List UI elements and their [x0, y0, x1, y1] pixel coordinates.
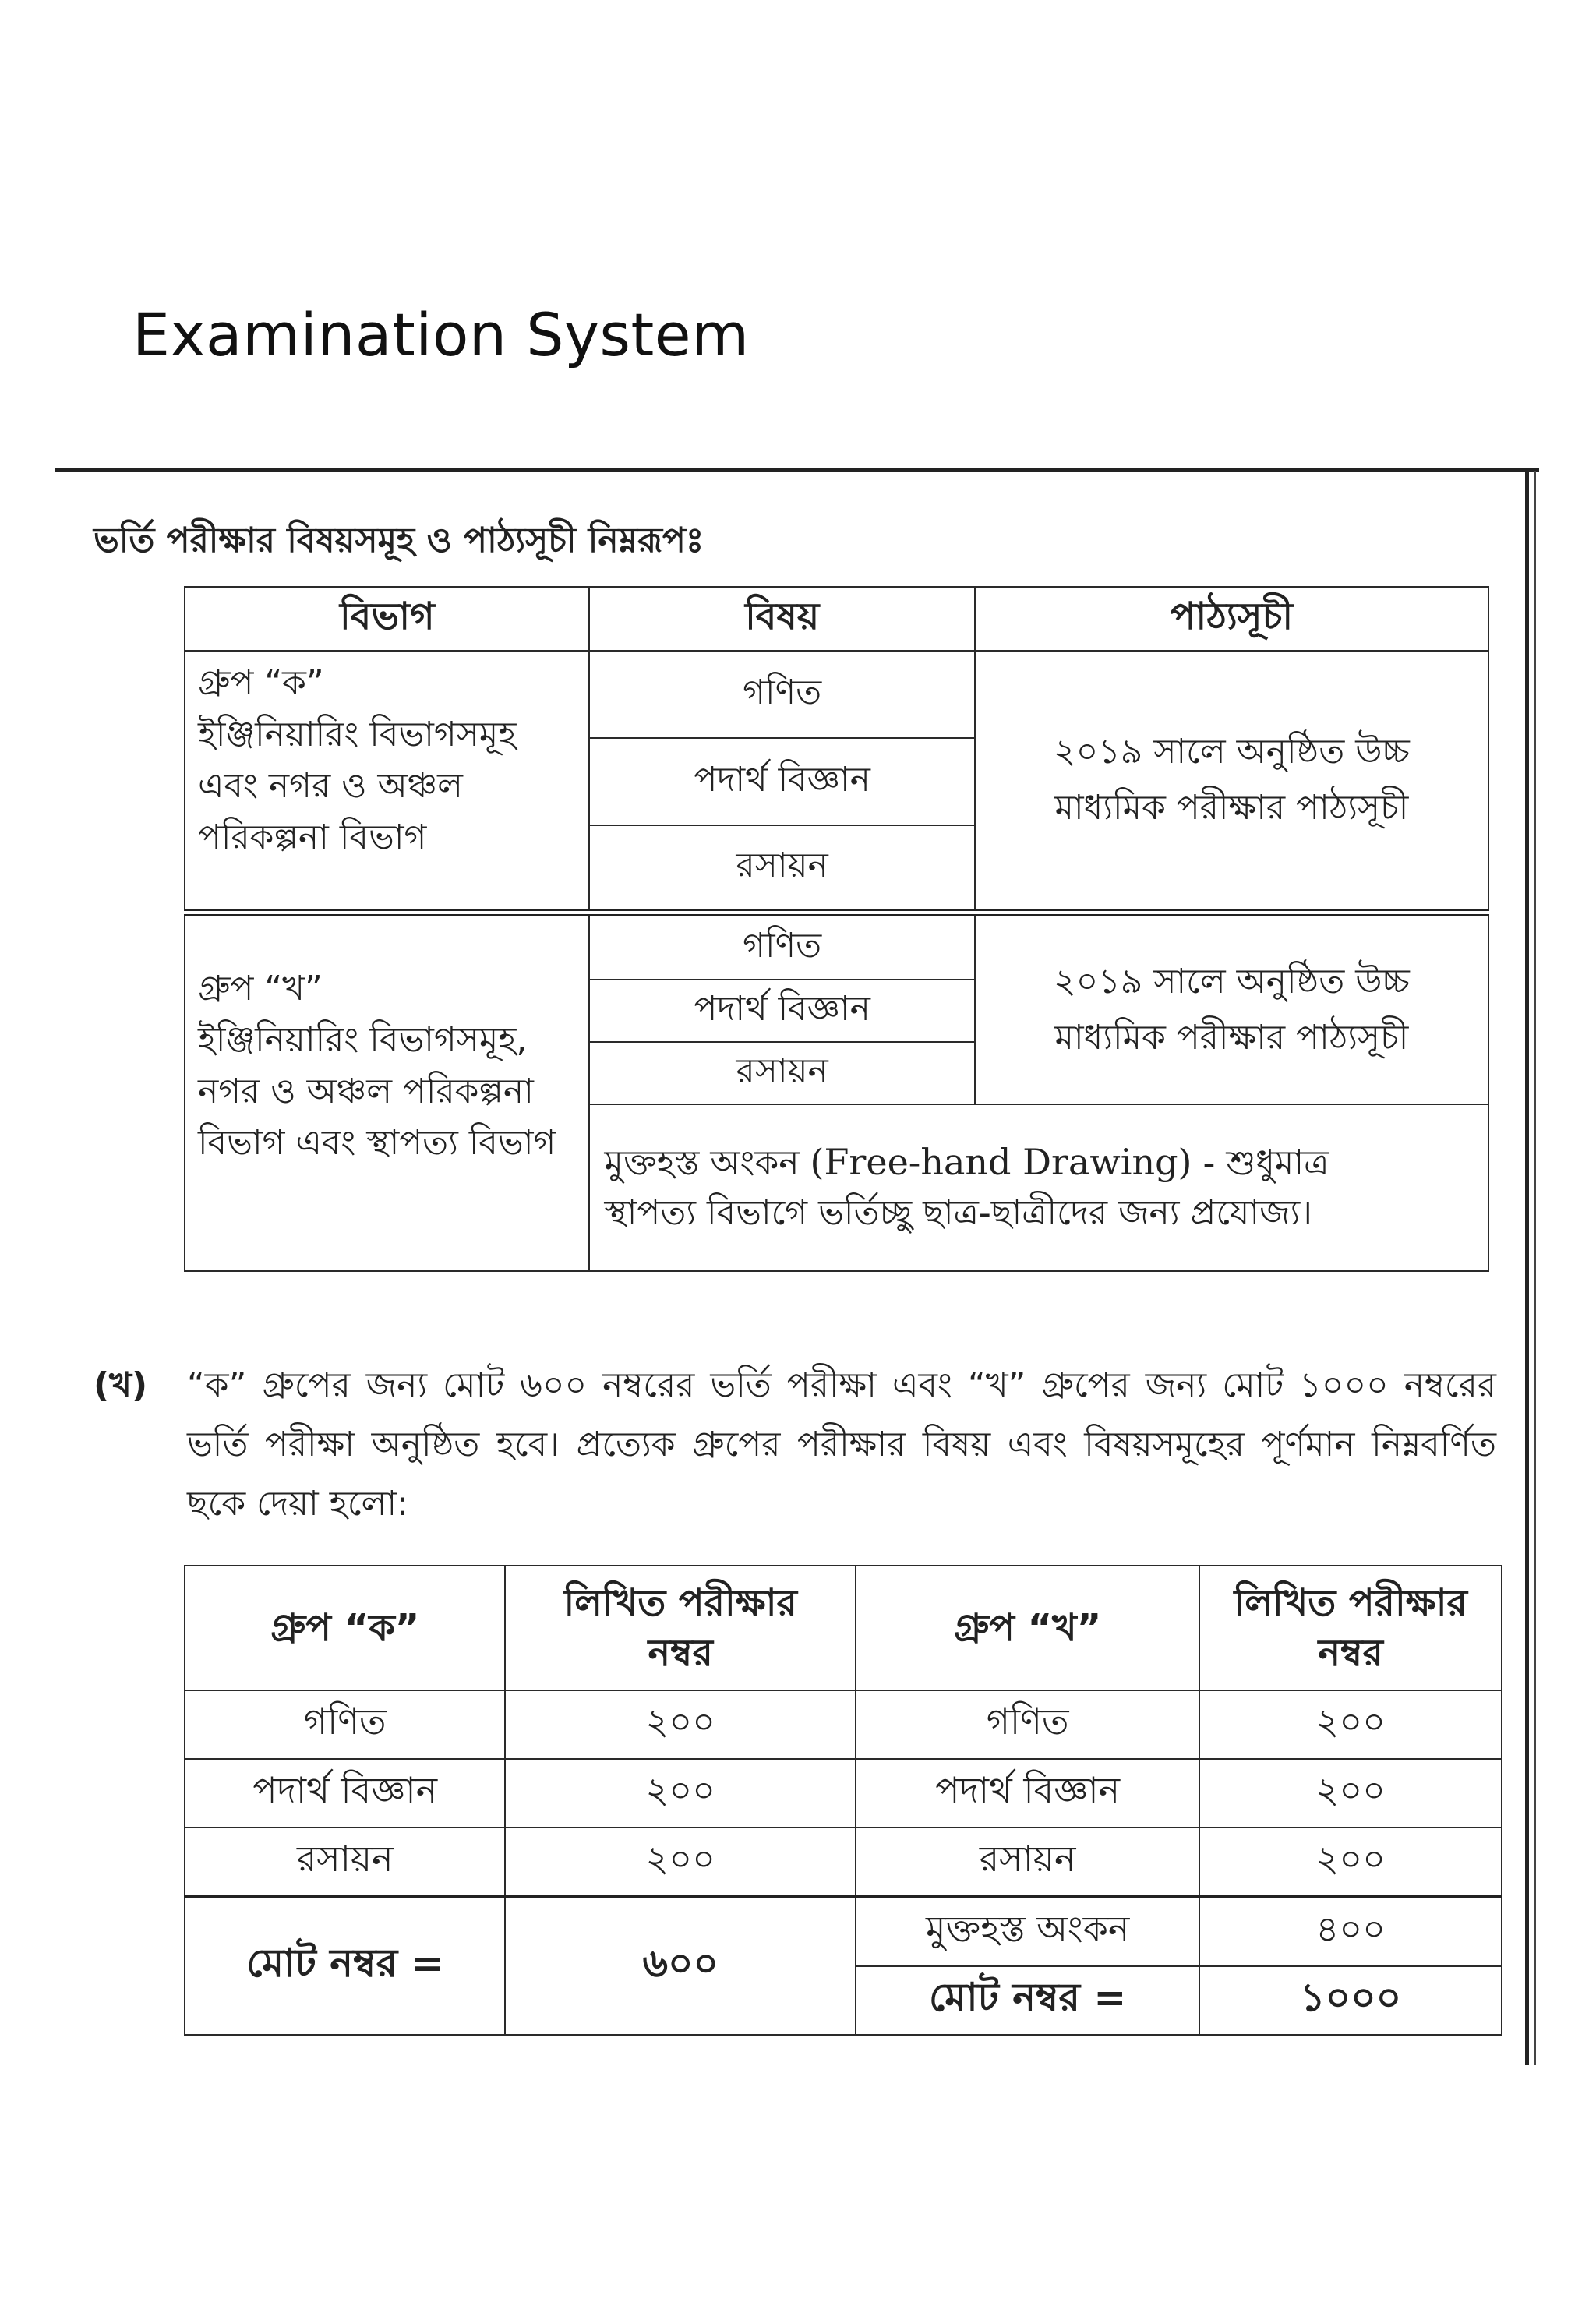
group-a-subject: পদার্থ বিজ্ঞান — [589, 738, 974, 825]
right-rule — [1525, 471, 1536, 2065]
group-a-department — [185, 651, 589, 913]
a-total-label: মোট নম্বর = — [185, 1897, 505, 2035]
a-marks: ২০০ — [505, 1827, 855, 1897]
b-subject: পদার্থ বিজ্ঞান — [856, 1759, 1199, 1827]
header-department: বিভাগ — [185, 587, 589, 651]
table-row — [185, 1690, 1502, 1759]
page-title: Examination System — [132, 300, 750, 369]
header-group-a: গ্রুপ “ক” — [185, 1566, 505, 1690]
header-line: নম্বর — [648, 1631, 713, 1675]
b-subject: গণিত — [856, 1690, 1199, 1759]
syllabus-table — [184, 586, 1489, 1272]
group-b-subject: রসায়ন — [589, 1042, 974, 1104]
dept-line: গ্রুপ “ক” — [198, 663, 324, 703]
dept-line: ইঞ্জিনিয়ারিং বিভাগসমূহ — [198, 715, 517, 754]
b-subject: রসায়ন — [856, 1827, 1199, 1897]
marks-paragraph — [94, 1356, 1496, 1534]
b-marks: ২০০ — [1199, 1827, 1502, 1897]
header-syllabus: পাঠ্যসূচী — [975, 587, 1488, 651]
b-marks: ২০০ — [1199, 1759, 1502, 1827]
table-row — [185, 1759, 1502, 1827]
table-row — [185, 1897, 1502, 1966]
header-subject: বিষয় — [589, 587, 974, 651]
b-marks: ২০০ — [1199, 1690, 1502, 1759]
top-rule — [55, 468, 1539, 472]
marks-table — [184, 1565, 1502, 2036]
header-line: লিখিত পরীক্ষার — [1234, 1581, 1467, 1625]
b-total-label: মোট নম্বর = — [856, 1966, 1199, 2035]
syllabus-line: ২০১৯ সালে অনুষ্ঠিত উচ্চ — [1054, 962, 1410, 1001]
paragraph-label: (খ) — [94, 1365, 148, 1405]
free-hand-drawing-note — [589, 1104, 1488, 1271]
group-a-subject: গণিত — [589, 651, 974, 738]
dept-line: নগর ও অঞ্চল পরিকল্পনা — [198, 1072, 534, 1111]
dept-line: বিভাগ এবং স্থাপত্য বিভাগ — [198, 1123, 556, 1163]
a-subject: গণিত — [185, 1690, 505, 1759]
header-line: নম্বর — [1318, 1631, 1383, 1675]
group-b-department — [185, 913, 589, 1271]
a-total: ৬০০ — [505, 1897, 855, 2035]
header-group-b: গ্রুপ “খ” — [856, 1566, 1199, 1690]
table-row — [185, 1827, 1502, 1897]
group-a-subject: রসায়ন — [589, 825, 974, 913]
group-b-subject: গণিত — [589, 913, 974, 980]
dept-line: গ্রুপ “খ” — [198, 969, 323, 1008]
dept-line: পরিকল্পনা বিভাগ — [198, 818, 427, 857]
a-subject: পদার্থ বিজ্ঞান — [185, 1759, 505, 1827]
note-english: (Free-hand Drawing) — [810, 1141, 1192, 1183]
header-line: লিখিত পরীক্ষার — [563, 1581, 797, 1625]
group-b-subject: পদার্থ বিজ্ঞান — [589, 980, 974, 1042]
note-bengali: মুক্তহস্ত অংকন — [604, 1143, 800, 1183]
paragraph-text: “ক” গ্রুপের জন্য মোট ৬০০ নম্বরের ভর্তি পরীক্ষা এবং “খ” গ্রুপের জন্য মোট ১০০০ নম্বরের ভর্তি পরীক্ষা অনুষ্ঠিত হবে। প্রত্যেক গ্রুপের পরীক্ষার বিষয় এবং বিষয়সমূহের পূর্ণমান নিম্নবর্ণিত ছকে দেয়া হলো: — [187, 1365, 1496, 1524]
header-marks-a — [505, 1566, 855, 1690]
header-marks-b — [1199, 1566, 1502, 1690]
b-extra-subject: মুক্তহস্ত অংকন — [856, 1897, 1199, 1966]
dept-line: ইঞ্জিনিয়ারিং বিভাগসমূহ, — [198, 1020, 528, 1060]
a-subject: রসায়ন — [185, 1827, 505, 1897]
b-extra-marks: ৪০০ — [1199, 1897, 1502, 1966]
group-a-syllabus — [975, 651, 1488, 913]
syllabus-line: মাধ্যমিক পরীক্ষার পাঠ্যসূচী — [1054, 788, 1409, 828]
intro-heading: ভর্তি পরীক্ষার বিষয়সমূহ ও পাঠ্যসূচী নিম্নরূপঃ — [94, 521, 704, 560]
b-total: ১০০০ — [1199, 1966, 1502, 2035]
group-b-syllabus — [975, 913, 1488, 1104]
a-marks: ২০০ — [505, 1759, 855, 1827]
note-line-2: স্থাপত্য বিভাগে ভর্তিচ্ছু ছাত্র-ছাত্রীদের জন্য প্রযোজ্য। — [604, 1193, 1312, 1233]
syllabus-line: মাধ্যমিক পরীক্ষার পাঠ্যসূচী — [1054, 1018, 1409, 1058]
a-marks: ২০০ — [505, 1690, 855, 1759]
syllabus-line: ২০১৯ সালে অনুষ্ঠিত উচ্চ — [1054, 732, 1410, 772]
note-bengali: - শুধুমাত্র — [1202, 1143, 1329, 1183]
dept-line: এবং নগর ও অঞ্চল — [198, 766, 463, 806]
